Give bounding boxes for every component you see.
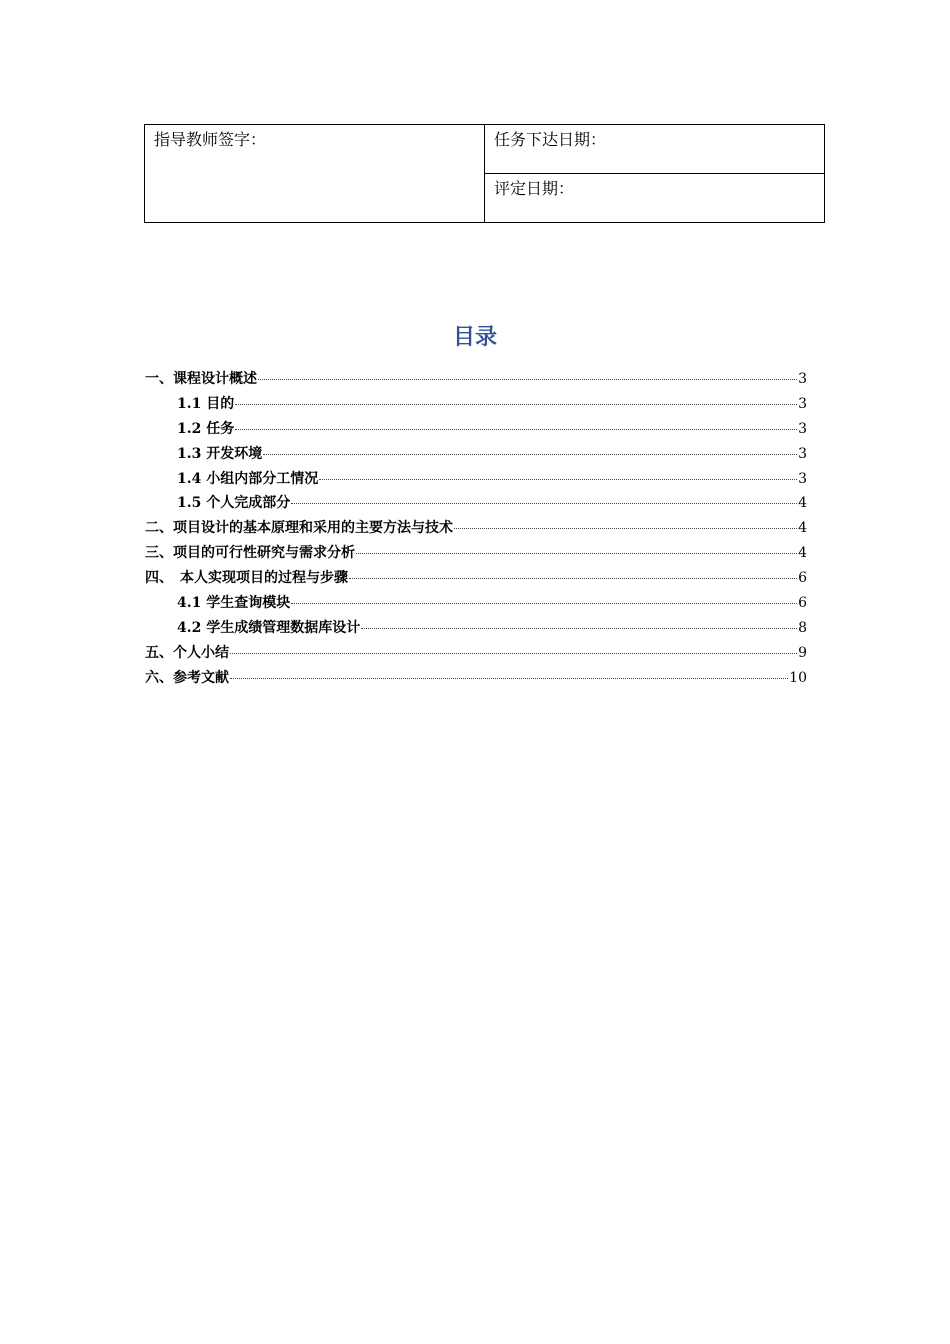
toc-entry-label: 4.2 学生成绩管理数据库设计 <box>177 619 361 636</box>
signature-table <box>144 124 825 223</box>
toc-dot-leader <box>356 552 797 554</box>
toc-entry[interactable] <box>145 491 807 516</box>
toc-entry-label: 1.1 目的 <box>177 395 235 412</box>
toc-page-number: 3 <box>798 470 807 487</box>
toc-entry[interactable] <box>145 442 807 467</box>
assign-date-cell <box>485 125 825 174</box>
evaluation-date-label: 评定日期： <box>494 179 575 198</box>
teacher-signature-label: 指导教师签字： <box>154 130 267 149</box>
toc-entry[interactable] <box>145 392 807 417</box>
toc-dot-leader <box>291 602 797 604</box>
toc-entry-label: 三、项目的可行性研究与需求分析 <box>145 545 355 562</box>
toc-page-number: 4 <box>798 545 807 562</box>
assign-date-label: 任务下达日期： <box>494 130 607 149</box>
toc-dot-leader <box>361 627 797 629</box>
toc-entry-label: 一、课程设计概述 <box>145 371 257 387</box>
toc-page-number: 9 <box>798 644 807 661</box>
toc-entry[interactable] <box>145 566 807 591</box>
toc-entry-label: 1.2 任务 <box>177 420 235 437</box>
toc-dot-leader <box>319 478 797 480</box>
toc-entry[interactable] <box>145 666 807 691</box>
toc-page-number: 8 <box>798 619 807 636</box>
toc-dot-leader <box>291 502 797 504</box>
toc-entry[interactable] <box>145 616 807 641</box>
toc-page-number: 6 <box>798 595 807 612</box>
toc-title: 目录 <box>452 324 497 350</box>
toc-page-number: 3 <box>798 371 807 387</box>
toc-page-number: 3 <box>798 445 807 462</box>
toc-page-number: 3 <box>798 395 807 412</box>
toc-entry-label: 二、项目设计的基本原理和采用的主要方法与技术 <box>145 520 453 537</box>
toc-entry[interactable] <box>145 417 807 442</box>
toc-entry-label: 四、 本人实现项目的过程与步骤 <box>145 570 348 587</box>
toc-entry-label: 1.5 个人完成部分 <box>177 495 291 512</box>
toc-page-number: 4 <box>798 495 807 512</box>
toc-page-number: 3 <box>798 420 807 437</box>
toc-dot-leader <box>454 527 797 529</box>
evaluation-date-cell <box>485 174 825 223</box>
toc-dot-leader <box>263 453 797 455</box>
toc-dot-leader <box>235 428 797 430</box>
toc-dot-leader <box>235 403 797 405</box>
table-of-contents <box>145 367 807 691</box>
toc-entry-label: 五、个人小结 <box>145 644 229 661</box>
toc-entry-label: 1.3 开发环境 <box>177 445 263 462</box>
toc-page-number: 4 <box>798 520 807 537</box>
toc-entry[interactable] <box>145 516 807 541</box>
toc-dot-leader <box>349 577 797 579</box>
toc-entry[interactable] <box>145 467 807 492</box>
toc-page-number: 10 <box>789 669 807 686</box>
toc-entry[interactable] <box>145 641 807 666</box>
toc-entry-label: 4.1 学生查询模块 <box>177 595 291 612</box>
toc-entry[interactable] <box>145 591 807 616</box>
toc-entry-label: 六、参考文献 <box>145 669 229 686</box>
toc-dot-leader <box>230 652 797 654</box>
toc-entry[interactable] <box>145 541 807 566</box>
toc-entry[interactable] <box>145 367 807 392</box>
toc-dot-leader <box>258 378 797 380</box>
toc-entry-label: 1.4 小组内部分工情况 <box>177 470 319 487</box>
toc-page-number: 6 <box>798 570 807 587</box>
toc-dot-leader <box>230 677 788 679</box>
teacher-signature-cell <box>145 125 485 223</box>
